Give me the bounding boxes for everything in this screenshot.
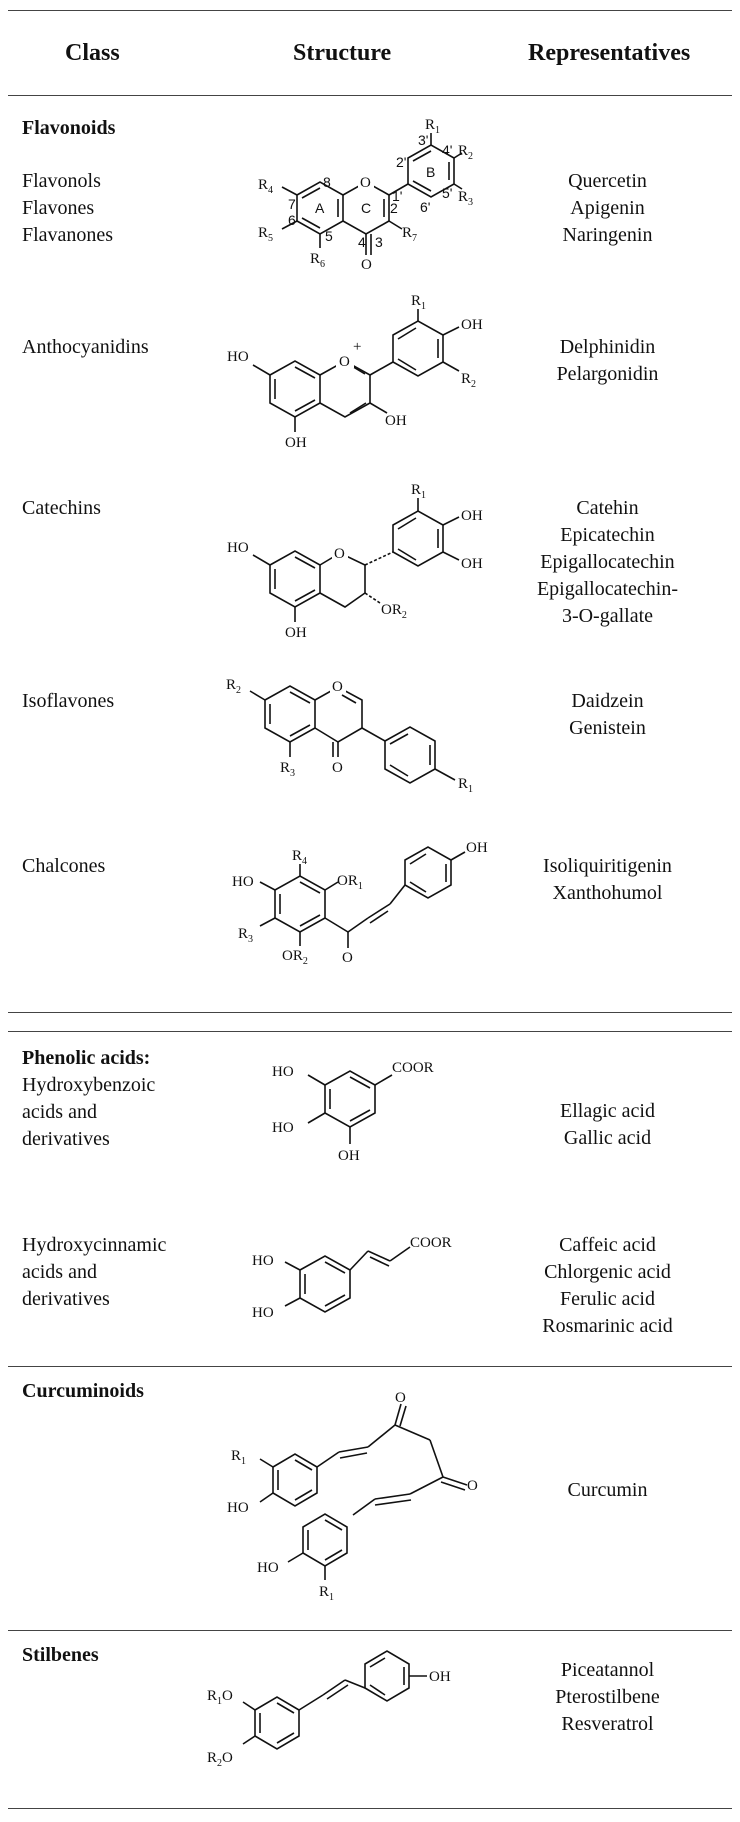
svg-text:HO: HO	[227, 1500, 249, 1516]
svg-text:OH: OH	[285, 435, 307, 451]
structure-hydroxybenzoic	[270, 1050, 470, 1185]
rep-piceatannol: Piceatannol	[560, 1659, 655, 1681]
class-hydroxycinnamic-2: acids and	[22, 1261, 97, 1283]
svg-text:R2: $R_2$	[226, 677, 242, 696]
rep-isoliquiritigenin: Isoliquiritigenin	[543, 855, 672, 877]
svg-text:R2O: $R_2O$	[207, 1750, 233, 1769]
svg-text:R5: $R_5$	[258, 225, 274, 244]
reps-catechins	[500, 495, 715, 630]
svg-text:R1: $R_1$	[458, 776, 474, 795]
class-isoflavones: Isoflavones	[22, 690, 115, 712]
svg-text:2': 2'	[396, 154, 407, 170]
structure-flavone-core	[230, 115, 474, 290]
structure-hydroxycinnamic	[250, 1225, 490, 1350]
section-title-phenolic: Phenolic acids:	[22, 1047, 151, 1069]
rep-egcg-line1: Epigallocatechin-	[536, 578, 679, 600]
svg-text:+: +	[353, 339, 362, 355]
svg-text:OR2: $OR_2$	[381, 602, 407, 621]
reps-hydroxycinnamic	[500, 1232, 715, 1340]
reps-flavonols	[500, 168, 715, 249]
class-hydroxycinnamic-1: Hydroxycinnamic	[22, 1234, 167, 1256]
reps-hydroxybenzoic	[500, 1098, 715, 1152]
svg-text:HO: HO	[272, 1064, 294, 1080]
class-anthocyanidins: Anthocyanidins	[22, 336, 149, 358]
rep-catehin: Catehin	[576, 497, 639, 519]
section-phenolic-hc	[22, 1232, 166, 1313]
rep-caffeic-acid: Caffeic acid	[559, 1234, 656, 1256]
svg-text:3': 3'	[418, 132, 429, 148]
svg-text:R2: $R_2$	[458, 143, 474, 162]
svg-text:B: B	[426, 164, 436, 180]
svg-text:HO: HO	[227, 349, 249, 365]
rep-apigenin: Apigenin	[570, 197, 645, 219]
svg-text:O: O	[332, 760, 343, 776]
header-rule	[8, 95, 732, 96]
svg-text:5: 5	[325, 228, 333, 244]
svg-text:2: 2	[390, 200, 398, 216]
reps-anthocyanidins	[500, 334, 715, 388]
section-rule-1b	[8, 1031, 732, 1032]
class-flavones: Flavones	[22, 197, 95, 219]
section-title-flavonoids: Flavonoids	[22, 117, 116, 139]
svg-text:R6: $R_6$	[310, 251, 326, 270]
svg-text:R1: $R_1$	[231, 1448, 247, 1467]
class-hydroxycinnamic-3: derivatives	[22, 1288, 110, 1310]
reps-stilbenes	[500, 1657, 715, 1738]
svg-text:OR1: $OR_1$	[337, 873, 363, 892]
structure-stilbene	[205, 1650, 505, 1805]
svg-text:OH: OH	[461, 508, 483, 524]
svg-text:1': 1'	[392, 188, 403, 204]
section-rule-2	[8, 1366, 732, 1367]
svg-text:OH: OH	[466, 840, 488, 856]
svg-text:O: O	[334, 546, 345, 562]
svg-text:R3: $R_3$	[238, 926, 254, 945]
svg-text:R2: $R_2$	[461, 371, 477, 390]
top-rule	[8, 10, 732, 11]
class-flavonols-group	[22, 168, 113, 249]
svg-text:R1: $R_1$	[425, 117, 441, 136]
reps-chalcones	[500, 853, 715, 907]
structure-chalcone	[230, 830, 490, 990]
svg-text:HO: HO	[252, 1305, 274, 1321]
structure-catechin	[215, 480, 495, 660]
svg-text:5': 5'	[442, 185, 453, 201]
svg-text:6: 6	[288, 212, 296, 228]
bottom-rule	[8, 1808, 732, 1809]
svg-text:R1: $R_1$	[411, 293, 427, 312]
svg-text:OH: OH	[338, 1148, 360, 1164]
class-flavonols: Flavonols	[22, 170, 101, 192]
svg-text:R4: $R_4$	[292, 848, 308, 867]
svg-text:OH: OH	[385, 413, 407, 429]
header-class: Class	[65, 40, 120, 66]
svg-text:R3: $R_3$	[280, 760, 296, 779]
structure-isoflavone	[220, 665, 510, 810]
rep-resveratrol: Resveratrol	[561, 1713, 654, 1735]
structure-anthocyanidin	[215, 295, 495, 485]
header-structure: Structure	[293, 40, 392, 66]
class-hydroxybenzoic-1: Hydroxybenzoic	[22, 1074, 156, 1096]
rep-rosmarinic-acid: Rosmarinic acid	[542, 1315, 673, 1337]
svg-text:C: C	[361, 200, 372, 216]
rep-quercetin: Quercetin	[568, 170, 647, 192]
rep-ellagic-acid: Ellagic acid	[560, 1100, 655, 1122]
svg-text:O: O	[395, 1390, 406, 1406]
class-hydroxybenzoic-3: derivatives	[22, 1128, 110, 1150]
svg-text:OH: OH	[461, 317, 483, 333]
svg-text:R1: $R_1$	[411, 482, 427, 501]
rep-naringenin: Naringenin	[562, 224, 653, 246]
svg-text:HO: HO	[257, 1560, 279, 1576]
svg-text:HO: HO	[227, 540, 249, 556]
svg-text:6': 6'	[420, 199, 431, 215]
svg-text:O: O	[339, 354, 350, 370]
svg-text:COOR: COOR	[410, 1235, 452, 1251]
svg-text:COOR: COOR	[392, 1060, 434, 1076]
reps-isoflavones	[500, 688, 715, 742]
svg-text:R1O: $R_1O$	[207, 1688, 233, 1707]
class-catechins: Catechins	[22, 497, 101, 519]
structure-curcumin	[215, 1382, 505, 1622]
rep-epigallocatechin: Epigallocatechin	[540, 551, 675, 573]
class-hydroxybenzoic-2: acids and	[22, 1101, 97, 1123]
reps-curcuminoids	[500, 1477, 715, 1504]
svg-text:4: 4	[358, 234, 366, 250]
section-rule-3	[8, 1630, 732, 1631]
svg-text:A: A	[315, 200, 325, 216]
svg-text:R1: $R_1$	[319, 1584, 335, 1603]
rep-xanthohumol: Xanthohumol	[552, 882, 663, 904]
rep-ferulic-acid: Ferulic acid	[560, 1288, 655, 1310]
section-rule-1a	[8, 1012, 732, 1013]
rep-gallic-acid: Gallic acid	[563, 1127, 652, 1149]
rep-chlorgenic-acid: Chlorgenic acid	[544, 1261, 671, 1283]
svg-text:3: 3	[375, 234, 383, 250]
header-representatives: Representatives	[528, 40, 691, 66]
section-title-stilbenes: Stilbenes	[22, 1644, 99, 1666]
class-chalcones: Chalcones	[22, 855, 106, 877]
svg-text:OH: OH	[429, 1669, 451, 1685]
svg-text:8: 8	[323, 174, 331, 190]
svg-text:O: O	[342, 950, 353, 966]
svg-text:OR2: $OR_2$	[282, 948, 308, 967]
svg-text:4': 4'	[442, 142, 453, 158]
svg-text:R3: $R_3$	[458, 189, 474, 208]
svg-text:OH: OH	[285, 625, 307, 641]
svg-text:O: O	[332, 679, 343, 695]
svg-text:HO: HO	[252, 1253, 274, 1269]
rep-pelargonidin: Pelargonidin	[556, 363, 659, 385]
section-phenolic-hb	[22, 1045, 155, 1153]
svg-text:HO: HO	[232, 874, 254, 890]
rep-egcg-line2: 3-O-gallate	[561, 605, 654, 627]
svg-text:HO: HO	[272, 1120, 294, 1136]
rep-genistein: Genistein	[569, 717, 646, 739]
svg-text:R7: $R_7$	[402, 225, 418, 244]
rep-delphinidin: Delphinidin	[559, 336, 656, 358]
class-flavanones: Flavanones	[22, 224, 114, 246]
svg-text:O: O	[360, 175, 371, 191]
svg-text:R4: $R_4$	[258, 177, 274, 196]
rep-pterostilbene: Pterostilbene	[555, 1686, 660, 1708]
svg-text:O: O	[467, 1478, 478, 1494]
svg-text:7: 7	[288, 196, 296, 212]
rep-curcumin: Curcumin	[567, 1479, 648, 1501]
section-title-curcuminoids: Curcuminoids	[22, 1380, 144, 1402]
svg-text:OH: OH	[461, 556, 483, 572]
svg-text:O: O	[361, 257, 372, 273]
rep-epicatechin: Epicatechin	[560, 524, 655, 546]
rep-daidzein: Daidzein	[571, 690, 644, 712]
